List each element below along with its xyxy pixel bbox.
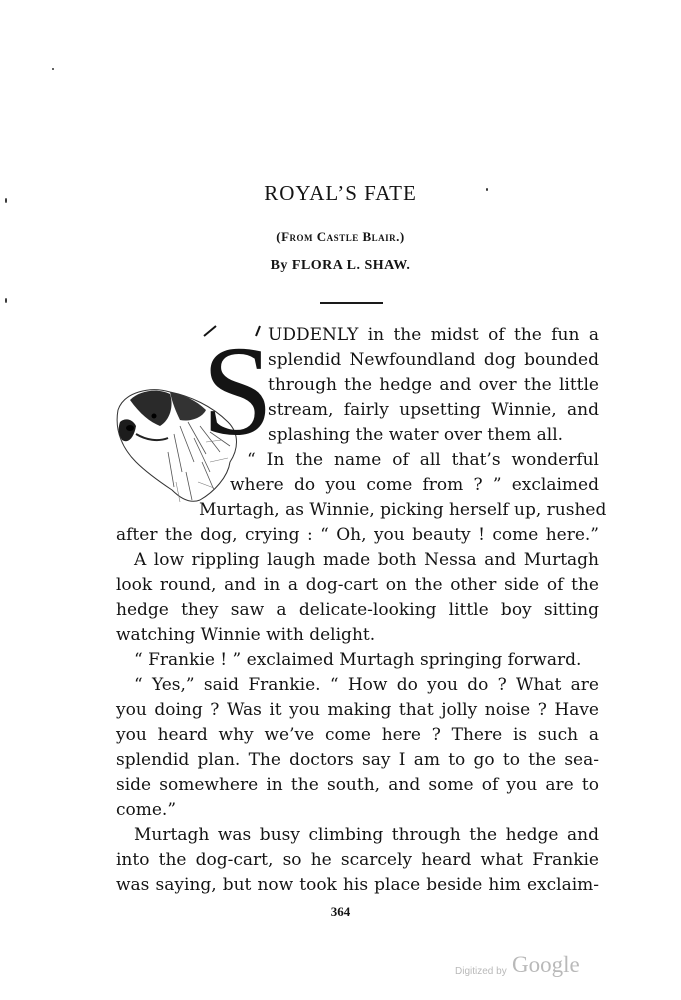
text-line: you heard why we’ve come here ? There is such a bbox=[116, 725, 599, 745]
text-line: stream, fairly upsetting Winnie, and bbox=[268, 400, 599, 420]
text-line: splendid Newfoundland dog bounded bbox=[268, 350, 599, 370]
text-line: splashing the water over them all. bbox=[268, 425, 564, 445]
story-title: ROYAL’S FATE bbox=[264, 181, 417, 205]
text-line: splendid plan. The doctors say I am to go to the sea- bbox=[116, 750, 599, 770]
text-line: “ Yes,” said Frankie. “ How do you do ? What are bbox=[134, 675, 599, 695]
scan-mark bbox=[52, 68, 54, 70]
text-line: UDDENLY in the midst of the fun a bbox=[268, 325, 599, 345]
text-line: you doing ? Was it you making that jolly noise ? Have bbox=[116, 700, 599, 720]
text-line: look round, and in a dog-cart on the other side of the bbox=[116, 575, 599, 595]
text-line: watching Winnie with delight. bbox=[116, 625, 376, 645]
text-line: “ In the name of all that’s wonderful bbox=[247, 450, 599, 470]
text-line: A low rippling laugh made both Nessa and Murtagh bbox=[134, 550, 599, 570]
text-line: hedge they saw a delicate-looking little boy sitting bbox=[116, 600, 599, 620]
page-number: 364 bbox=[330, 904, 351, 919]
scan-mark bbox=[486, 188, 488, 191]
story-byline: By FLORA L. SHAW. bbox=[270, 258, 411, 273]
title-rule bbox=[320, 302, 383, 304]
drop-cap: S bbox=[202, 320, 274, 462]
text-line: through the hedge and over the little bbox=[268, 375, 599, 395]
text-line: where do you come from ? ” exclaimed bbox=[230, 475, 599, 495]
text-line: was saying, but now took his place beside him exclaim- bbox=[116, 875, 599, 895]
dog-illustration bbox=[110, 320, 274, 527]
scan-mark bbox=[5, 198, 7, 203]
text-line: come.” bbox=[116, 800, 177, 820]
text-line: Murtagh, as Winnie, picking herself up, rushed bbox=[199, 500, 607, 520]
story-source: (From Castle Blair.) bbox=[276, 229, 405, 244]
digitized-by-label: Digitized by bbox=[455, 966, 507, 977]
text-line: side somewhere in the south, and some of you are to bbox=[116, 775, 599, 795]
text-line: Murtagh was busy climbing through the hedge and bbox=[134, 825, 599, 845]
scan-mark bbox=[5, 298, 7, 303]
text-line: into the dog-cart, so he scarcely heard what Frankie bbox=[116, 850, 599, 870]
digitized-by-watermark bbox=[455, 952, 605, 982]
text-line: after the dog, crying : “ Oh, you beauty ! come here.” bbox=[116, 525, 599, 545]
text-line: “ Frankie ! ” exclaimed Murtagh springing forward. bbox=[134, 650, 582, 670]
google-logo: Google bbox=[512, 952, 580, 977]
